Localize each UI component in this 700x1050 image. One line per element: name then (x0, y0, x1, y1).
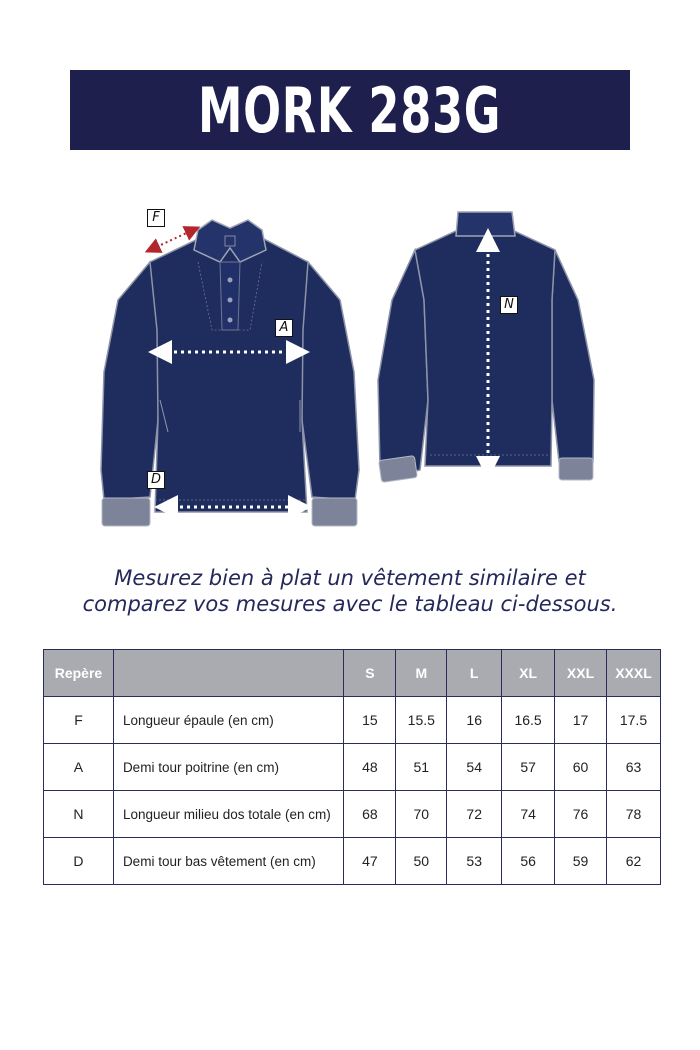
row-ref: D (44, 838, 114, 885)
row-value: 15.5 (396, 697, 447, 744)
garment-illustration (0, 195, 700, 540)
header-ref: Repère (44, 650, 114, 697)
front-shirt (101, 220, 359, 526)
header-size: XL (502, 650, 555, 697)
instructions-text (40, 565, 660, 617)
header-size: L (447, 650, 502, 697)
row-value: 17 (555, 697, 607, 744)
header-size: S (344, 650, 396, 697)
row-desc: Longueur épaule (en cm) (113, 697, 344, 744)
row-value: 68 (344, 791, 396, 838)
front-right-cuff (312, 498, 357, 526)
back-shirt (378, 212, 594, 482)
table-row (44, 791, 661, 838)
row-ref: A (44, 744, 114, 791)
row-value: 48 (344, 744, 396, 791)
page-title: MORK 283G (198, 73, 502, 147)
button (228, 318, 233, 323)
row-value: 76 (555, 791, 607, 838)
row-desc: Demi tour poitrine (en cm) (113, 744, 344, 791)
row-value: 50 (396, 838, 447, 885)
row-value: 47 (344, 838, 396, 885)
header-size: XXL (555, 650, 607, 697)
row-ref: N (44, 791, 114, 838)
row-desc: Longueur milieu dos totale (en cm) (113, 791, 344, 838)
tag-f: F (147, 209, 165, 227)
table-row (44, 697, 661, 744)
row-value: 53 (447, 838, 502, 885)
back-collar (456, 212, 515, 236)
title-banner (70, 70, 630, 150)
back-body (415, 230, 555, 466)
button (228, 278, 233, 283)
row-value: 70 (396, 791, 447, 838)
back-right-cuff (559, 458, 593, 480)
header-desc (113, 650, 344, 697)
tag-d: D (147, 471, 165, 489)
row-value: 17.5 (606, 697, 660, 744)
front-left-sleeve (101, 262, 160, 500)
row-value: 60 (555, 744, 607, 791)
row-value: 78 (606, 791, 660, 838)
tag-a: A (275, 319, 293, 337)
row-value: 72 (447, 791, 502, 838)
header-size: M (396, 650, 447, 697)
button (228, 298, 233, 303)
row-value: 16.5 (502, 697, 555, 744)
row-value: 59 (555, 838, 607, 885)
row-desc: Demi tour bas vêtement (en cm) (113, 838, 344, 885)
row-value: 51 (396, 744, 447, 791)
front-right-sleeve (300, 262, 359, 500)
row-value: 63 (606, 744, 660, 791)
row-value: 16 (447, 697, 502, 744)
back-left-cuff (379, 456, 418, 483)
instructions-line-1: Mesurez bien à plat un vêtement similaire et (114, 566, 586, 590)
table-row (44, 744, 661, 791)
row-ref: F (44, 697, 114, 744)
front-left-cuff (102, 498, 150, 526)
back-right-sleeve (552, 250, 594, 478)
garment-svg (0, 195, 700, 540)
row-value: 56 (502, 838, 555, 885)
size-table (43, 649, 661, 885)
header-size: XXXL (606, 650, 660, 697)
instructions-line-2: comparez vos mesures avec le tableau ci-dessous. (82, 592, 618, 616)
row-value: 62 (606, 838, 660, 885)
row-value: 15 (344, 697, 396, 744)
row-value: 54 (447, 744, 502, 791)
tag-n: N (500, 296, 518, 314)
row-value: 74 (502, 791, 555, 838)
row-value: 57 (502, 744, 555, 791)
table-row (44, 838, 661, 885)
table-header-row (44, 650, 661, 697)
